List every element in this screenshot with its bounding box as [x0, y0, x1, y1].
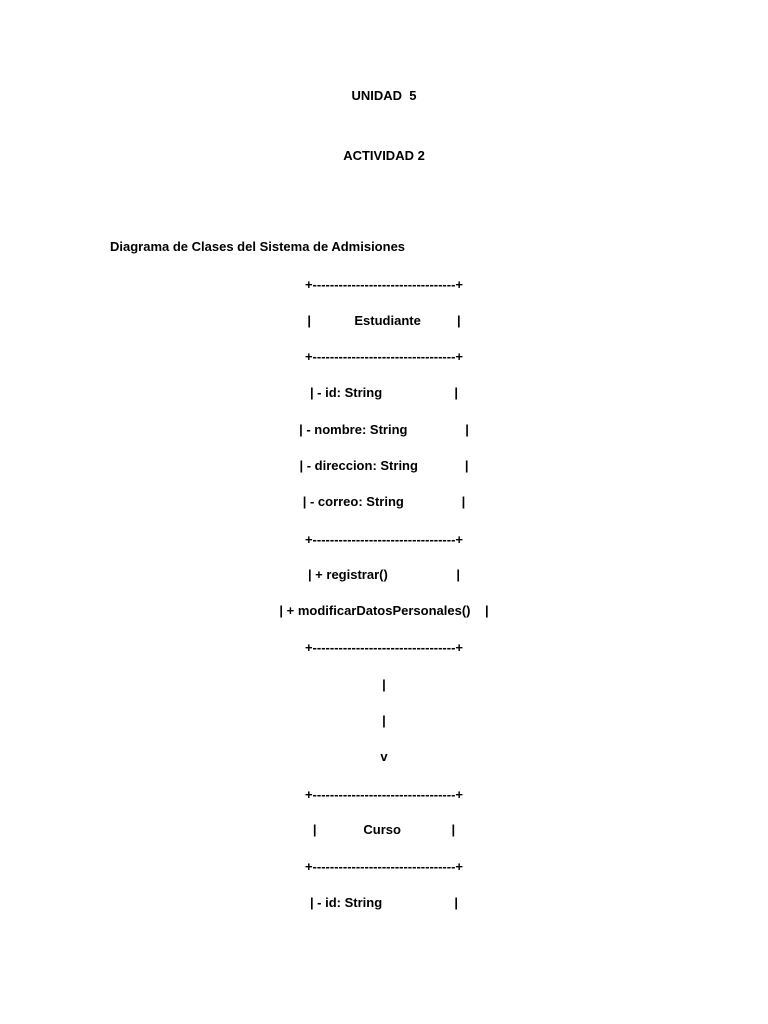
method-modificar-datos: | + modificarDatosPersonales() | — [279, 603, 489, 618]
class-name-curso: | Curso | — [312, 822, 456, 837]
diagram-line-border: +---------------------------------+ — [304, 349, 464, 364]
unit-title: UNIDAD 5 — [351, 88, 417, 103]
diagram-line-border: +---------------------------------+ — [304, 859, 464, 874]
diagram-line-border: +---------------------------------+ — [304, 277, 464, 292]
diagram-line-border: +---------------------------------+ — [304, 532, 464, 547]
connector-arrow: v — [380, 749, 388, 764]
connector-line: | — [382, 713, 386, 728]
attribute-correo: | - correo: String | — [302, 494, 466, 509]
attribute-direccion: | - direccion: String | — [299, 458, 469, 473]
attribute-nombre: | - nombre: String | — [299, 422, 469, 437]
attribute-id: | - id: String | — [309, 895, 459, 910]
method-registrar: | + registrar() | — [307, 567, 461, 582]
diagram-heading: Diagrama de Clases del Sistema de Admisiones — [110, 239, 406, 254]
activity-title: ACTIVIDAD 2 — [343, 148, 425, 163]
attribute-id: | - id: String | — [309, 385, 459, 400]
diagram-line-border: +---------------------------------+ — [304, 640, 464, 655]
class-name-estudiante: | Estudiante | — [307, 313, 461, 328]
connector-line: | — [382, 677, 386, 692]
diagram-line-border: +---------------------------------+ — [304, 787, 464, 802]
